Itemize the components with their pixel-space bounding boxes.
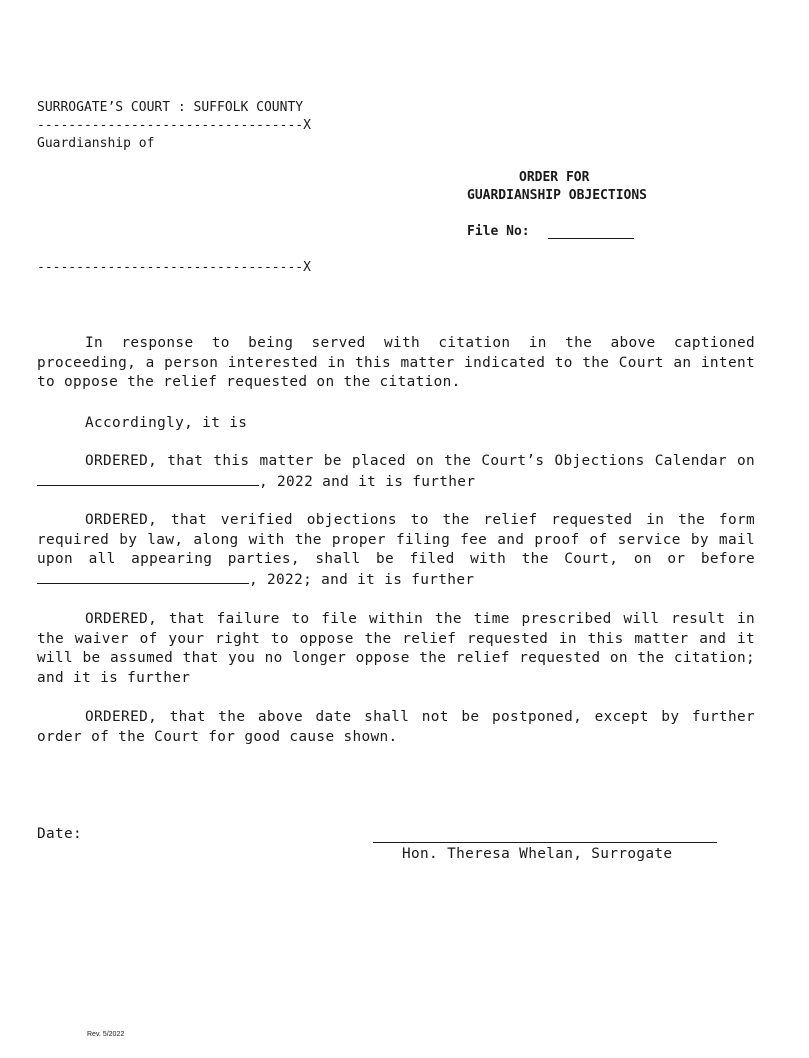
ordered-2-text: ORDERED, that verified objections to the relief requested in the form required by law, along with the proper filing fee and proof of service by mail upon all appearing parties, shall be filed with the Court, on or before	[37, 512, 755, 568]
ordered-paragraph-2	[37, 511, 755, 590]
accordingly-line: Accordingly, it is	[85, 415, 248, 431]
intro-paragraph: In response to being served with citation in the above captioned proceeding, a person interested in this matter indicated to the Court an intent to oppose the relief requested on the citation.	[37, 335, 755, 391]
caption-party: Guardianship of	[37, 136, 155, 151]
file-no-label: File No:	[467, 224, 530, 239]
ordered-paragraph-4: ORDERED, that the above date shall not be postponed, except by further order of the Court for good cause shown.	[37, 709, 755, 745]
objections-date-blank	[37, 570, 249, 584]
calendar-date-blank	[37, 472, 259, 486]
court-header: SURROGATE’S COURT : SUFFOLK COUNTY	[37, 100, 304, 115]
signature-name: Hon. Theresa Whelan, Surrogate	[402, 846, 673, 862]
order-title-line2: GUARDIANSHIP OBJECTIONS	[467, 188, 648, 203]
date-label: Date:	[37, 826, 83, 842]
ordered-paragraph-1	[37, 452, 755, 492]
revision-note: Rev. 5/2022	[87, 1031, 125, 1038]
ordered-1-tail: , 2022 and it is further	[259, 473, 476, 490]
signature-line	[373, 842, 717, 843]
ordered-paragraph-3: ORDERED, that failure to file within the time prescribed will result in the waiver of your right to oppose the relief requested in this matter and it will be assumed that you no longer oppose the relief requested on the citation; and it is further	[37, 611, 755, 686]
order-title-line1: ORDER FOR	[519, 170, 590, 185]
file-no-blank	[548, 238, 634, 239]
ordered-2-tail: , 2022; and it is further	[249, 571, 475, 588]
caption-line-bottom: ----------------------------------X	[37, 260, 311, 275]
ordered-1-text: ORDERED, that this matter be placed on the Court’s Objections Calendar on	[85, 453, 755, 469]
caption-line-top: ----------------------------------X	[37, 118, 311, 133]
